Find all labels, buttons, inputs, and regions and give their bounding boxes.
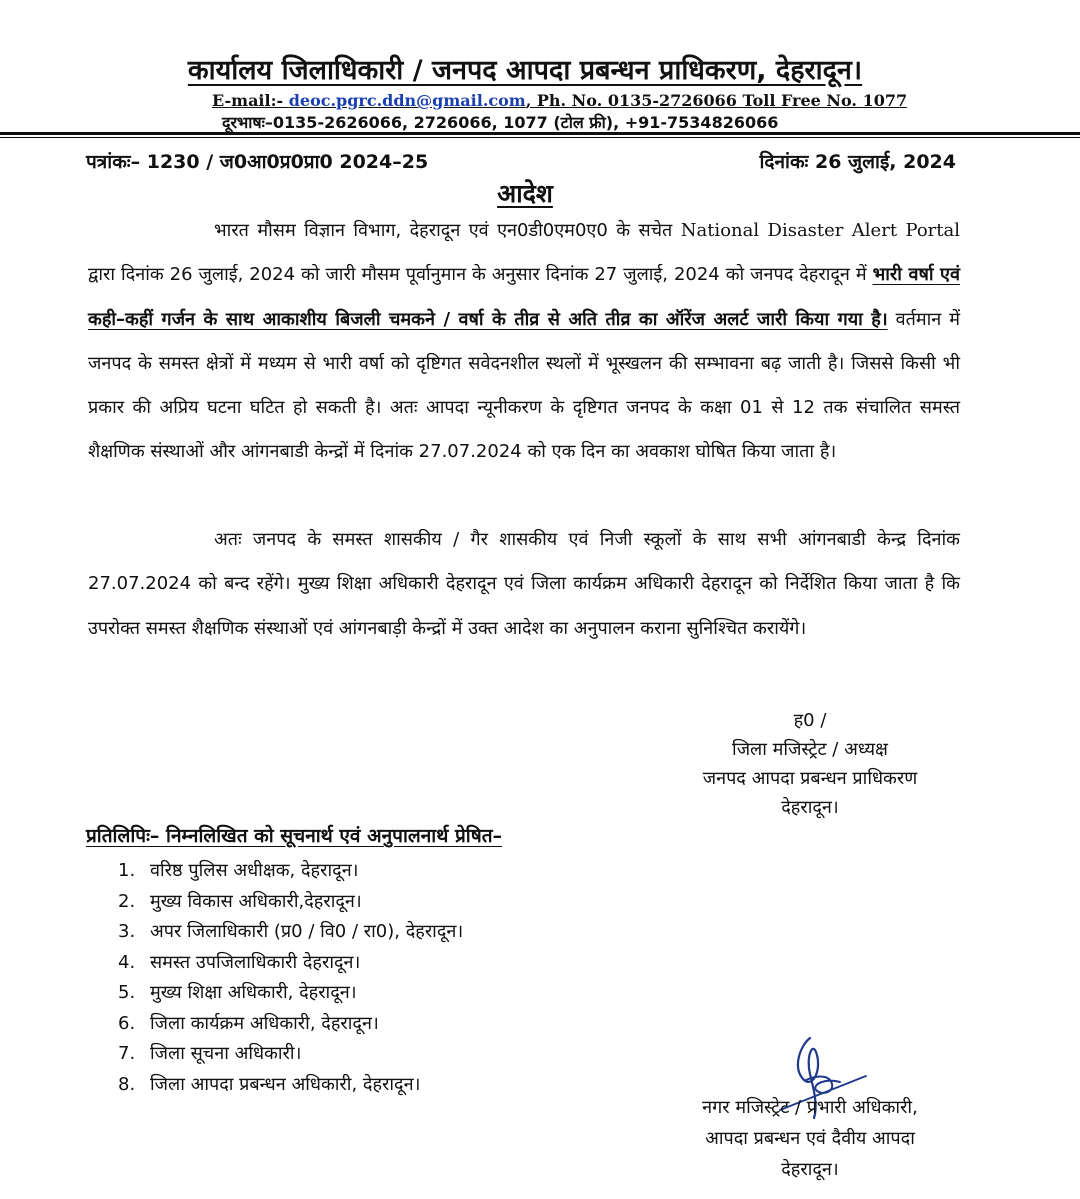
order-paragraph-1 xyxy=(88,209,960,475)
city-magistrate-block xyxy=(660,1092,960,1185)
signer-line-1: नगर मजिस्ट्रेट / प्रभारी अधिकारी, xyxy=(702,1097,918,1118)
para2-text: अतः जनपद के समस्त शासकीय / गैर शासकीय एवं निजी स्कूलों के साथ सभी आंगनबाडी केन्द्र दिनांक 27.07.2024 को बन्द रहेंगे। मुख्य शिक्षा अधिकारी देहरादून एवं जिला कार्यक्रम अधिकारी देहरादून को निर्देशित किया जाता है कि उपरोक्त समस्त शैक्षणिक संस्थाओं एवं आंगनबाड़ी केन्द्रों में उक्त आदेश का अनुपालन कराना सुनिश्चित करायेंगे। xyxy=(88,529,960,639)
list-item-text: जिला आपदा प्रबन्धन अधिकारी, देहरादून। xyxy=(150,1073,421,1095)
para1-portal-name: National Disaster Alert Portal xyxy=(680,220,961,241)
dm-signature-block xyxy=(660,706,960,822)
list-item xyxy=(118,887,463,918)
list-item xyxy=(118,856,463,887)
list-item-number: 2. xyxy=(118,890,136,912)
header-rule-thin xyxy=(0,137,1080,138)
header-rule-thick xyxy=(0,132,1080,135)
email-link[interactable]: deoc.pgrc.ddn@gmail.com xyxy=(288,91,526,110)
list-item-number: 8. xyxy=(118,1073,136,1095)
signer-line-3: देहरादून। xyxy=(781,1159,839,1180)
list-item-number: 6. xyxy=(118,1012,136,1034)
copy-to-list xyxy=(118,856,463,1100)
signature-line-4: देहरादून। xyxy=(781,797,839,818)
phone-line: दूरभाषः–0135-2626066, 2726066, 1077 (टोल फ्री), +91-7534826066 xyxy=(222,113,779,132)
letter-number: पत्रांकः– 1230 / ज0आ0प्र0प्रा0 2024–25 xyxy=(86,151,429,173)
list-item xyxy=(118,1009,463,1040)
letter-date: दिनांकः 26 जुलाई, 2024 xyxy=(759,151,956,173)
list-item-number: 4. xyxy=(118,951,136,973)
signer-line-2: आपदा प्रबन्धन एवं दैवीय आपदा xyxy=(705,1128,915,1149)
list-item-text: जिला कार्यक्रम अधिकारी, देहरादून। xyxy=(150,1012,379,1034)
list-item-text: मुख्य शिक्षा अधिकारी, देहरादून। xyxy=(150,982,357,1003)
list-item xyxy=(118,917,463,948)
email-prefix: E-mail:- xyxy=(212,91,289,110)
order-heading: आदेश xyxy=(497,179,553,208)
list-item-text: जिला सूचना अधिकारी। xyxy=(150,1043,302,1064)
list-item xyxy=(118,978,463,1009)
para1-part-d: वर्तमान में जनपद के समस्त क्षेत्रों में मध्यम से भारी वर्षा को दृष्टिगत सवेदनशील स्थलों में भूस्खलन की सम्भावना बढ़ जाती है। जिससे किसी भी प्रकार की अप्रिय घटना घटित हो सकती है। अतः आपदा न्यूनीकरण के दृष्टिगत जनपद के कक्षा 01 से 12 तक संचालित समस्त शैक्षणिक संस्थाओं और आंगनबाडी केन्द्रों में दिनांक 27.07.2024 को एक दिन का अवकाश घोषित किया जाता है। xyxy=(88,308,960,463)
list-item-number: 1. xyxy=(118,860,136,881)
list-item xyxy=(118,1070,463,1101)
list-item-text: मुख्य विकास अधिकारी,देहरादून। xyxy=(150,890,362,912)
signature-line-2: जिला मजिस्ट्रेट / अध्यक्ष xyxy=(732,739,888,760)
signature-line-3: जनपद आपदा प्रबन्धन प्राधिकरण xyxy=(702,768,918,789)
signature-line-1: ह0 / xyxy=(793,710,827,731)
list-item-number: 7. xyxy=(118,1043,136,1064)
para1-part-a: भारत मौसम विज्ञान विभाग, देहरादून एवं एन0डी0एम0ए0 के सचेत xyxy=(214,220,681,241)
list-item-text: अपर जिलाधिकारी (प्र0 / वि0 / रा0), देहरादून। xyxy=(150,921,464,942)
orange-alert-text: भारी वर्षा एवं कही–कहीं गर्जन के साथ आकाशीय बिजली चमकने / वर्षा के तीव्र से अति तीव्र का ऑरेंज अलर्ट जारी किया गया है। xyxy=(88,264,960,330)
copy-to-heading: प्रतिलिपिः– निम्नलिखित को सूचनार्थ एवं अनुपालनार्थ प्रेषित– xyxy=(86,825,503,847)
para1-part-c: द्वारा दिनांक 26 जुलाई, 2024 को जारी मौसम पूर्वानुमान के अनुसार दिनांक 27 जुलाई, 2024 को जनपद देहरादून में xyxy=(88,264,873,286)
phone-tollfree: , Ph. No. 0135-2726066 Toll Free No. 1077 xyxy=(525,91,908,110)
list-item-number: 5. xyxy=(118,982,136,1003)
email-contact-line xyxy=(212,91,907,110)
list-item xyxy=(118,948,463,979)
list-item-text: वरिष्ठ पुलिस अधीक्षक, देहरादून। xyxy=(150,860,359,881)
office-title: कार्यालय जिलाधिकारी / जनपद आपदा प्रबन्धन प्राधिकरण, देहरादून। xyxy=(187,55,863,86)
list-item-number: 3. xyxy=(118,921,136,942)
list-item-text: समस्त उपजिलाधिकारी देहरादून। xyxy=(150,951,361,973)
list-item xyxy=(118,1039,463,1070)
order-paragraph-2 xyxy=(88,518,960,651)
